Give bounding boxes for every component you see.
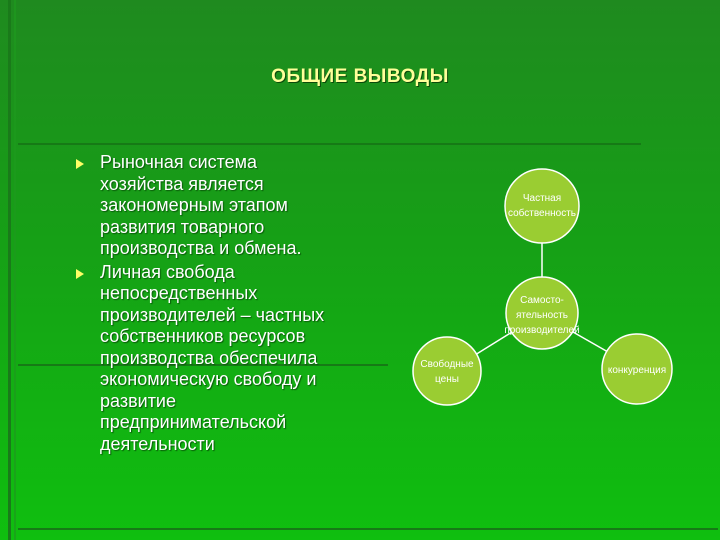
- node-label-line: Свободные: [420, 359, 474, 370]
- node-label-line: Частная: [522, 193, 562, 204]
- bullet-line: собственников ресурсов: [100, 326, 306, 346]
- node-competition: [602, 334, 672, 404]
- bullet-line: экономическую свободу и: [100, 369, 317, 389]
- node-label-line: цены: [435, 374, 459, 385]
- bullet-line: закономерным этапом: [100, 195, 288, 215]
- bullet-line: непосредственных: [100, 283, 258, 303]
- bullet-line: развитие: [100, 390, 176, 411]
- bullet-line: производства обеспечила: [100, 347, 318, 368]
- bullet-line: Личная свобода: [100, 261, 235, 282]
- node-free-prices: [413, 337, 481, 405]
- bullet-line: развития товарного: [100, 216, 265, 237]
- node-label-line: собственность: [507, 208, 577, 219]
- bullet-line: производителей – частных: [100, 304, 325, 325]
- bullet-line: Рыночная система: [100, 152, 258, 172]
- bullet-line: производства и обмена.: [100, 238, 302, 258]
- node-private-property: [505, 169, 579, 243]
- bullet-line: хозяйства является: [100, 173, 264, 194]
- node-label-line: производителей: [504, 325, 580, 336]
- node-label-line: конкуренция: [607, 365, 667, 376]
- bullet-line: предпринимательской: [100, 412, 287, 432]
- node-label-line: ятельность: [515, 310, 569, 321]
- bullet-line: деятельности: [100, 433, 215, 454]
- slide-title: ОБЩИЕ ВЫВОДЫ: [271, 66, 449, 87]
- node-producer-independence: [504, 277, 579, 349]
- node-label-line: Самосто-: [520, 295, 564, 306]
